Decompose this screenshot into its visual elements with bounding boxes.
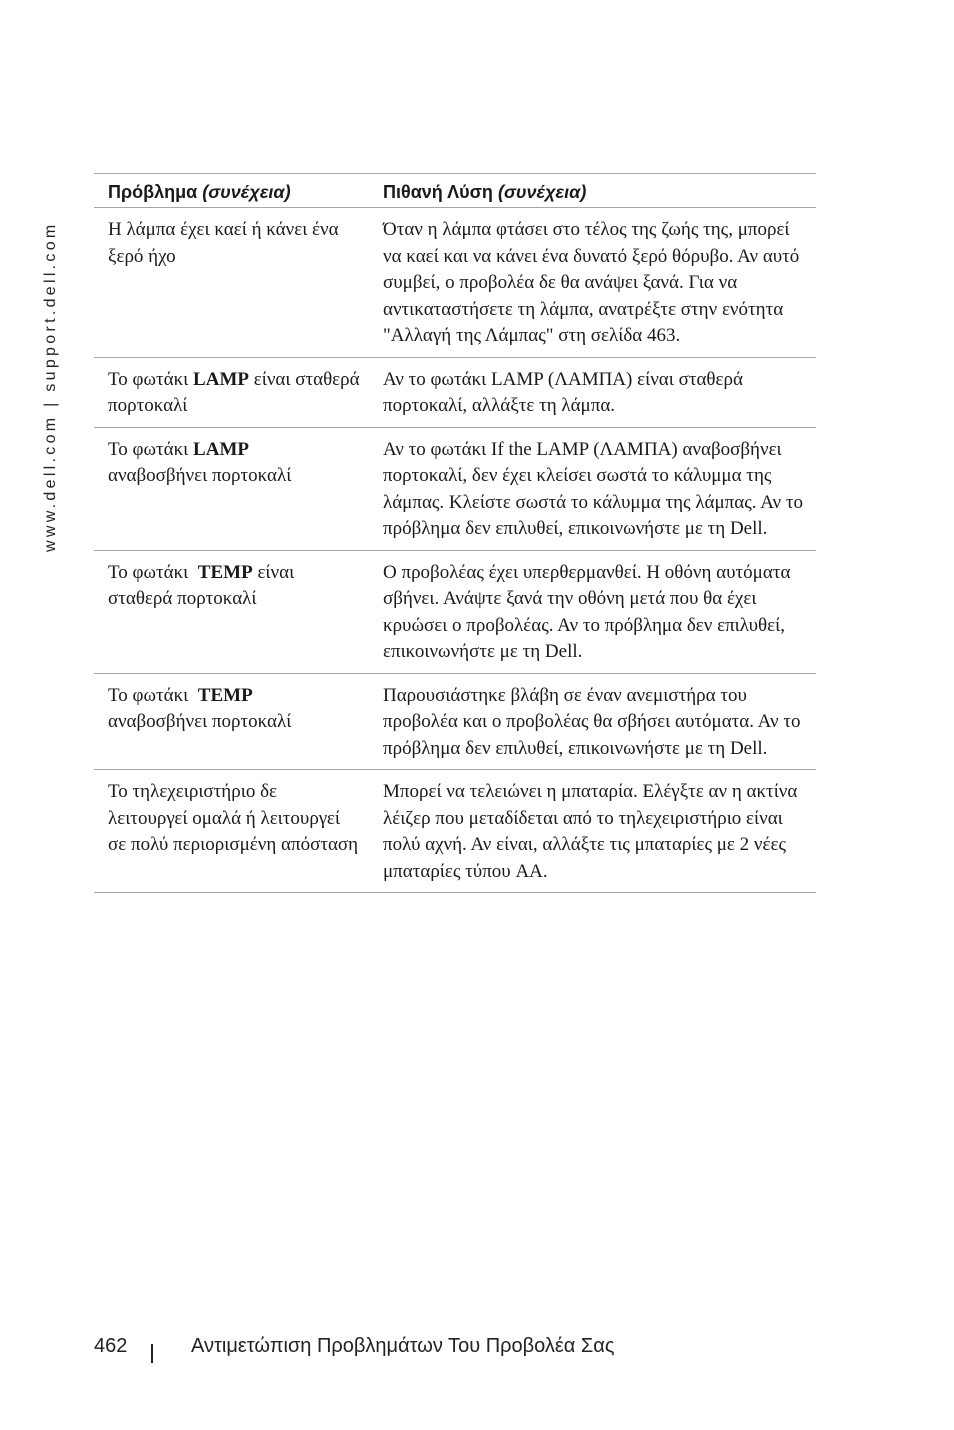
problem-text: Το φωτάκι: [108, 438, 194, 460]
indicator-name: LAMP: [193, 368, 249, 390]
problem-text: είναι σταθερά πορτοκαλί: [108, 561, 295, 609]
side-url-text: www.dell.com | support.dell.com: [42, 221, 59, 552]
footer-title: Αντιμετώπιση Προβλημάτων Του Προβολέα Σας: [191, 1335, 615, 1357]
table-row: [94, 770, 816, 893]
problem-cell: [94, 357, 369, 427]
indicator-name: TEMP: [197, 684, 253, 706]
problem-text: αναβοσβήνει πορτοκαλί: [108, 711, 292, 732]
solution-cell: Αν το φωτάκι If the LAMP (ΛΑΜΠΑ) αναβοσβήνει πορτοκαλί, δεν έχει κλείσει σωστά το κάλυμμα της λάμπας. Κλείστε σωστά το κάλυμμα της λάμπας. Αν το πρόβλημα δεν επιλυθεί, επικοινωνήστε με τη Dell.: [369, 427, 816, 550]
header-solution-label: Πιθανή Λύση: [383, 182, 493, 202]
problem-text: είναι σταθερά πορτοκαλί: [108, 368, 360, 416]
table-row: [94, 357, 816, 427]
header-solution-continued: (συνέχεια): [497, 182, 587, 202]
solution-cell: Παρουσιάστηκε βλάβη σε έναν ανεμιστήρα του προβολέα και ο προβολέας θα σβήσει αυτόματα. Αν το πρόβλημα δεν επιλυθεί, επικοινωνήστε με τη Dell.: [369, 673, 816, 770]
problem-text: αναβοσβήνει πορτοκαλί: [108, 465, 292, 486]
problem-text: Το φωτάκι: [108, 368, 194, 390]
header-problem-label: Πρόβλημα: [108, 182, 198, 202]
header-problem: [94, 174, 369, 208]
header-solution: [369, 174, 816, 208]
table-header-row: [94, 174, 816, 208]
problem-text: Το φωτάκι: [108, 561, 198, 583]
solution-cell: Όταν η λάμπα φτάσει στο τέλος της ζωής της, μπορεί να καεί και να κάνει ένα δυνατό ξερό θόρυβο. Αν αυτό συμβεί, ο προβολέα δε θα ανάψει ξανά. Για να αντικαταστήσετε τη λάμπα, ανατρέξτε στην ενότητα "Αλλαγή της Λάμπας" στη σελίδα 463.: [369, 208, 816, 358]
solution-cell: Μπορεί να τελειώνει η μπαταρία. Ελέγξτε αν η ακτίνα λέιζερ που μεταδίδεται από το τηλεχειριστήριο είναι πολύ αχνή. Αν είναι, αλλάξτε τις μπαταρίες με 2 νέες μπαταρίες τύπου AA.: [369, 770, 816, 893]
problem-cell: Η λάμπα έχει καεί ή κάνει ένα ξερό ήχο: [94, 208, 369, 358]
header-problem-continued: (συνέχεια): [202, 182, 291, 202]
solution-cell: Αν το φωτάκι LAMP (ΛΑΜΠΑ) είναι σταθερά πορτοκαλί, αλλάξτε τη λάμπα.: [369, 357, 816, 427]
problem-text: Το φωτάκι: [108, 684, 198, 706]
problem-cell: [94, 427, 369, 550]
table-row: [94, 673, 816, 770]
troubleshooting-table: [94, 173, 816, 893]
page-number: 462: [94, 1335, 128, 1357]
problem-cell: [94, 550, 369, 673]
indicator-name: LAMP: [193, 438, 249, 460]
table-row: [94, 427, 816, 550]
problem-cell: [94, 673, 369, 770]
table-row: [94, 208, 816, 358]
indicator-name: TEMP: [197, 561, 253, 583]
table-row: [94, 550, 816, 673]
problem-cell: Το τηλεχειριστήριο δε λειτουργεί ομαλά ή λειτουργεί σε πολύ περιορισμένη απόσταση: [94, 770, 369, 893]
footer-divider: [151, 1344, 153, 1363]
solution-cell: Ο προβολέας έχει υπερθερμανθεί. Η οθόνη αυτόματα σβήνει. Ανάψτε ξανά την οθόνη μετά που θα έχει κρυώσει ο προβολέας. Αν το πρόβλημα δεν επιλυθεί, επικοινωνήστε με τη Dell.: [369, 550, 816, 673]
